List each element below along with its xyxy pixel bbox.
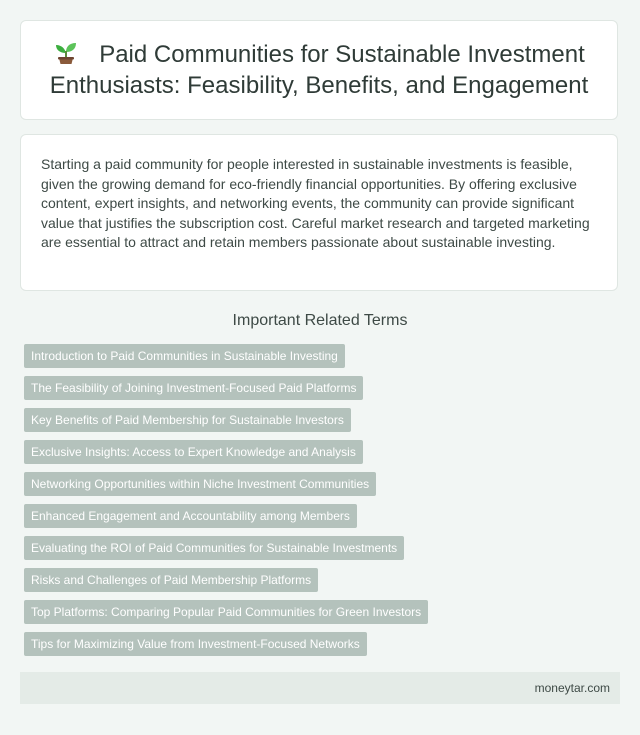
footer	[20, 672, 620, 704]
related-terms-heading: Important Related Terms	[232, 312, 408, 329]
seedling-icon	[53, 39, 79, 65]
term-tag[interactable]: Exclusive Insights: Access to Expert Knowledge and Analysis	[24, 440, 363, 464]
term-tag[interactable]: Enhanced Engagement and Accountability among Members	[24, 504, 357, 528]
term-tag[interactable]: Top Platforms: Comparing Popular Paid Communities for Green Investors	[24, 600, 428, 624]
intro-text: Starting a paid community for people interested in sustainable investments is feasible, given the growing demand for eco-friendly financial opportunities. By offering exclusive content, expert insights, and networking events, the community can provide significant value that justifies the subscription cost. Careful market research and targeted marketing are essential to attract and retain members passionate about sustainable investing.	[41, 156, 590, 251]
term-tag[interactable]: Risks and Challenges of Paid Membership Platforms	[24, 568, 318, 592]
term-tag[interactable]: Introduction to Paid Communities in Sustainable Investing	[24, 344, 345, 368]
page-title	[45, 39, 593, 101]
intro-card	[20, 134, 618, 291]
term-tag[interactable]: Evaluating the ROI of Paid Communities for Sustainable Investments	[24, 536, 404, 560]
term-tag[interactable]: Networking Opportunities within Niche Investment Communities	[24, 472, 376, 496]
term-tag[interactable]: The Feasibility of Joining Investment-Focused Paid Platforms	[24, 376, 363, 400]
title-card	[20, 20, 618, 120]
footer-site-link[interactable]: moneytar.com	[534, 681, 610, 695]
term-tag[interactable]: Tips for Maximizing Value from Investment-Focused Networks	[24, 632, 367, 656]
related-terms-list	[24, 344, 428, 664]
term-tag[interactable]: Key Benefits of Paid Membership for Sustainable Investors	[24, 408, 351, 432]
page-title-text: Paid Communities for Sustainable Investment Enthusiasts: Feasibility, Benefits, and Engagement	[49, 41, 589, 99]
